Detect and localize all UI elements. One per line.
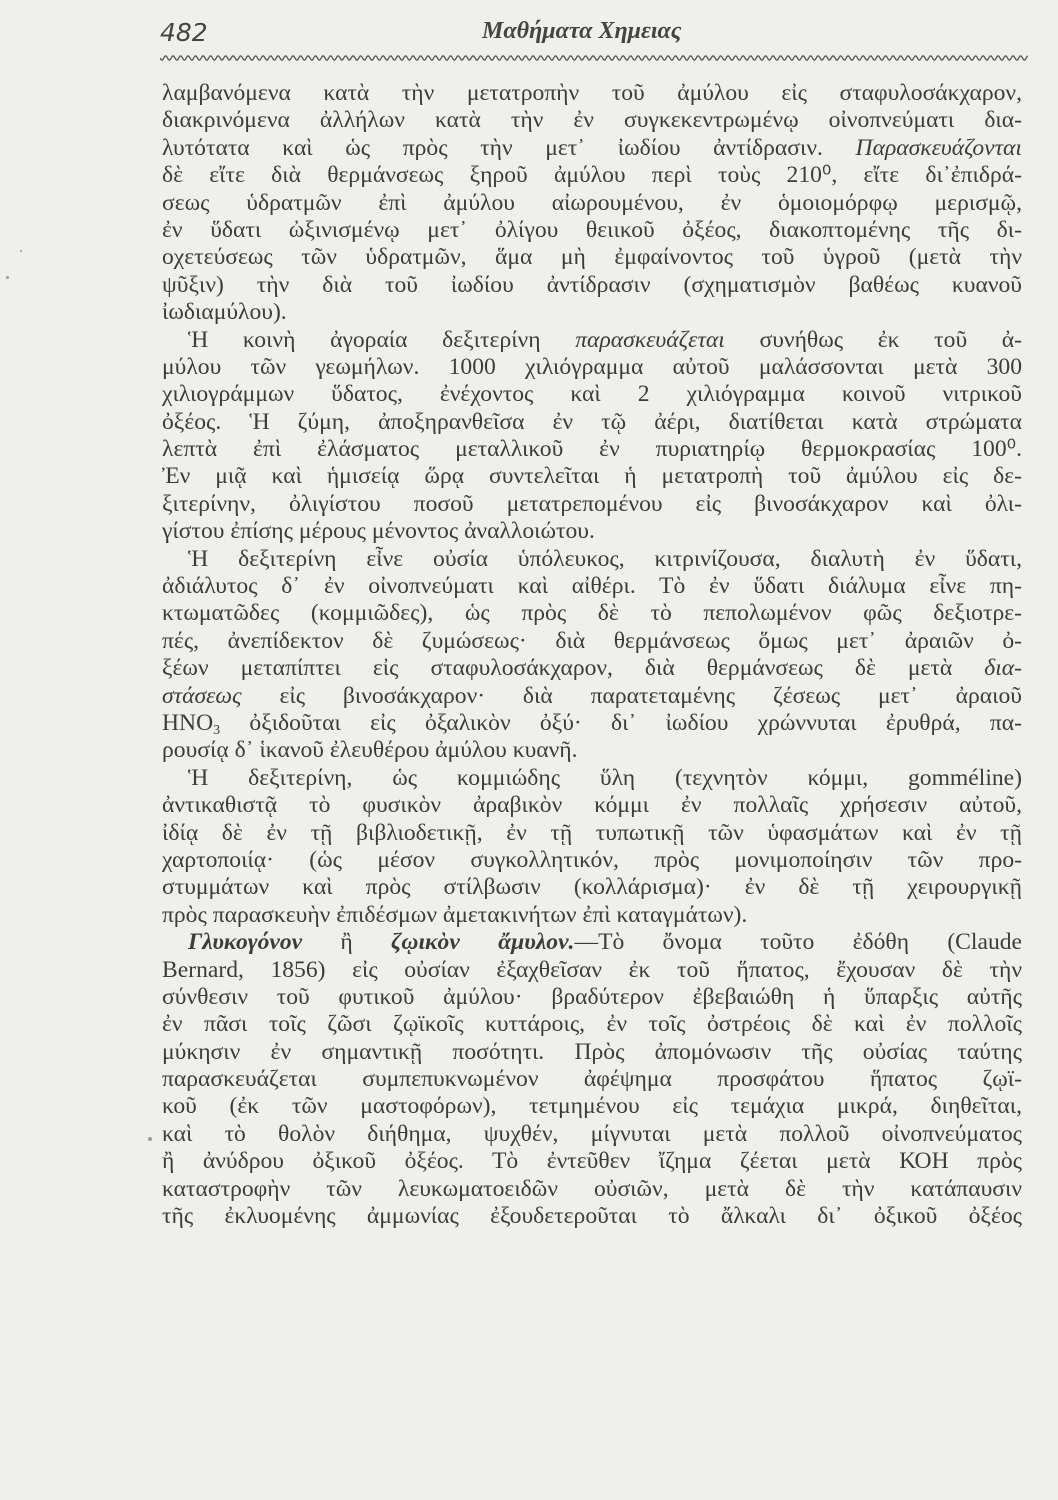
- text-line: ἀδιάλυτος δ᾽ ἐν οἰνοπνεύματι καὶ αἰθέρι. Τὸ ἐν ὕδατι διάλυμα εἶνε πη-: [162, 573, 1022, 600]
- formula-subscript: 3: [213, 722, 221, 738]
- text-line: [162, 135, 1022, 162]
- italic-term: παρασκευάζεται: [575, 326, 725, 353]
- text-run: —Τὸ ὄνομα τοῦτο ἐδόθη (Claude: [574, 929, 1023, 956]
- text-line: ἢ ἀνύδρου ὀξικοῦ ὀξέος. Τὸ ἐντεῦθεν ἴζημα ζέεται μετὰ ΚΟΗ πρὸς: [162, 1148, 1022, 1175]
- formula-text: ΗΝΟ: [162, 709, 214, 736]
- text-line: διακρινόμενα ἀλλήλων κατὰ τὴν ἐν συγκεκεντρωμένῳ οἰνοπνεύματι δια-: [162, 107, 1022, 134]
- text-line: στυμμάτων καὶ πρὸς στίλβωσιν (κολλάρισμα)· ἐν δὲ τῇ χειρουργικῇ: [162, 874, 1022, 901]
- text-line: ἀντικαθιστᾷ τὸ φυσικὸν ἀραβικὸν κόμμι ἐν πολλαῖς χρήσεσιν αὐτοῦ,: [162, 792, 1022, 819]
- page-header: [160, 18, 1028, 50]
- text-line: σύνθεσιν τοῦ φυτικοῦ ἀμύλου· βραδύτερον ἐβεβαιώθη ἡ ὕπαρξις αὐτῆς: [162, 983, 1022, 1010]
- text-line: παρασκευάζεται συμπεπυκνωμένον ἀφέψημα προσφάτου ἥπατος ζῳϊ-: [162, 1066, 1022, 1093]
- text-line: ψῦξιν) τὴν διὰ τοῦ ἰωδίου ἀντίδρασιν (σχηματισμὸν βαθέως κυανοῦ: [162, 271, 1022, 298]
- paper-speck: [6, 276, 9, 279]
- text-line: [162, 710, 1022, 737]
- body-text: [162, 80, 1022, 1230]
- wavy-rule-svg: [160, 52, 1028, 64]
- section-term: ζῳικὸν ἄμυλον.: [391, 929, 575, 956]
- text-line: ἰδίᾳ δὲ ἐν τῇ βιβλιοδετικῇ, ἐν τῇ τυπωτικῇ τῶν ὑφασμάτων καὶ ἐν τῇ: [162, 819, 1022, 846]
- section-term: Γλυκογόνον: [188, 929, 303, 956]
- italic-term: στάσεως: [162, 682, 242, 709]
- text-run: ἢ: [340, 929, 353, 956]
- text-run: συνήθως ἐκ τοῦ ἀ-: [759, 326, 1023, 353]
- text-line: [162, 683, 1022, 710]
- text-line: μύκησιν ἐν σημαντικῇ ποσότητι. Πρὸς ἀπομόνωσιν τῆς οὐσίας ταύτης: [162, 1038, 1022, 1065]
- text-line: χιλιογράμμων ὕδατος, ἐνέχοντος καὶ 2 χιλιόγραμμα κοινοῦ νιτρικοῦ: [162, 381, 1022, 408]
- text-line: γίστου ἐπίσης μέρους μένοντος ἀναλλοιώτου.: [162, 518, 595, 545]
- text-line: πές, ἀνεπίδεκτον δὲ ζυμώσεως· διὰ θερμάνσεως ὅμως μετ᾽ ἀραιῶν ὀ-: [162, 627, 1022, 654]
- text-line: ρουσίᾳ δ᾽ ἱκανοῦ ἐλευθέρου ἀμύλου κυανῆ.: [162, 737, 578, 764]
- italic-term: δια-: [984, 655, 1023, 682]
- chemical-formula: [162, 710, 220, 736]
- text-line: καταστροφὴν τῶν λευκωματοειδῶν οὐσιῶν, μετὰ δὲ τὴν κατάπαυσιν: [162, 1175, 1022, 1202]
- text-run: Ἡ κοινὴ ἀγοραία δεξιτερίνη: [188, 326, 541, 353]
- text-line: [162, 929, 1022, 956]
- header-wavy-rule: [160, 52, 1028, 64]
- paper-speck: [20, 250, 22, 252]
- italic-term: Παρασκευάζονται: [855, 134, 1022, 161]
- page-number: 482: [160, 18, 208, 47]
- text-line: σεως ὑδρατμῶν ἐπὶ ἀμύλου αἰωρουμένου, ἐν ὁμοιομόρφῳ μερισμῷ,: [162, 189, 1022, 216]
- text-line: τῆς ἐκλυομένης ἀμμωνίας ἐξουδετεροῦται τὸ ἄλκαλι δι᾽ ὀξικοῦ ὀξέος: [162, 1203, 1022, 1230]
- text-line: [162, 327, 1022, 354]
- text-run: εἰς βινοσάκχαρον· διὰ παρατεταμένης ζέσεως μετ᾽ ἀραιοῦ: [279, 682, 1022, 709]
- text-line: ἐν ὕδατι ὠξινισμένῳ μετ᾽ ὀλίγου θειικοῦ ὀξέος, διακοπτομένης τῆς δι-: [162, 216, 1022, 243]
- text-line: ὀξέος. Ἡ ζύμη, ἀποξηρανθεῖσα ἐν τῷ ἀέρι, διατίθεται κατὰ στρώματα: [162, 408, 1022, 435]
- text-line: ἐν πᾶσι τοῖς ζῶσι ζῳϊκοῖς κυττάροις, ἐν τοῖς ὀστρέοις δὲ καὶ ἐν πολλοῖς: [162, 1011, 1022, 1038]
- text-run: λυτότατα καὶ ὡς πρὸς τὴν μετ᾽ ἰωδίου ἀντίδρασιν.: [162, 134, 823, 161]
- text-line: ξιτερίνην, ὀλιγίστου ποσοῦ μετατρεπομένου εἰς βινοσάκχαρον καὶ ὀλι-: [162, 490, 1022, 517]
- text-line: κοῦ (ἐκ τῶν μαστοφόρων), τετμημένου εἰς τεμάχια μικρά, διηθεῖται,: [162, 1093, 1022, 1120]
- text-line: κτωματῶδες (κομμιῶδες), ὡς πρὸς δὲ τὸ πεπολωμένον φῶς δεξιοτρε-: [162, 600, 1022, 627]
- text-line: καὶ τὸ θολὸν διήθημα, ψυχθέν, μίγνυται μετὰ πολλοῦ οἰνοπνεύματος: [162, 1120, 1022, 1147]
- text-line: οχετεύσεως τῶν ὑδρατμῶν, ἅμα μὴ ἐμφαίνοντος τοῦ ὑγροῦ (μετὰ τὴν: [162, 244, 1022, 271]
- running-title: Μαθήματα Χημειας: [482, 18, 682, 44]
- text-line: [162, 655, 1022, 682]
- text-line: λεπτὰ ἐπὶ ἐλάσματος μεταλλικοῦ ἐν πυριατηρίῳ θερμοκρασίας 100⁰.: [162, 436, 1022, 463]
- text-line: πρὸς παρασκευὴν ἐπιδέσμων ἀμετακινήτων ἐπὶ καταγμάτων).: [162, 901, 748, 928]
- text-line: Ἡ δεξιτερίνη, ὡς κομμιώδης ὕλη (τεχνητὸν κόμμι, gomméline): [188, 764, 1022, 791]
- text-line: ἰωδιαμύλου).: [162, 299, 287, 326]
- text-line: λαμβανόμενα κατὰ τὴν μετατροπὴν τοῦ ἀμύλου εἰς σταφυλοσάκχαρον,: [162, 80, 1022, 106]
- text-line: μύλου τῶν γεωμήλων. 1000 χιλιόγραμμα αὐτοῦ μαλάσσονται μετὰ 300: [162, 353, 1022, 380]
- text-line: δὲ εἴτε διὰ θερμάνσεως ξηροῦ ἀμύλου περὶ τοὺς 210⁰, εἴτε δι᾽ἐπιδρά-: [162, 162, 1022, 189]
- paper-speck: [148, 1137, 152, 1141]
- text-run: ξέων μεταπίπτει εἰς σταφυλοσάκχαρον, διὰ θερμάνσεως δὲ μετὰ: [162, 655, 953, 682]
- text-line: Ἡ δεξιτερίνη εἶνε οὐσία ὑπόλευκος, κιτρινίζουσα, διαλυτὴ ἐν ὕδατι,: [188, 545, 1022, 572]
- text-run: ὀξιδοῦται εἰς ὀξαλικὸν ὀξύ· δι᾽ ἰωδίου χρώννυται ἐρυθρά, πα-: [249, 709, 1022, 736]
- text-line: Ἐν μιᾷ καὶ ἡμισείᾳ ὥρᾳ συντελεῖται ἡ μετατροπὴ τοῦ ἀμύλου εἰς δε-: [162, 463, 1022, 490]
- text-line: Bernard, 1856) εἰς οὐσίαν ἐξαχθεῖσαν ἐκ τοῦ ἥπατος, ἔχουσαν δὲ τὴν: [162, 956, 1022, 983]
- text-line: χαρτοποιίᾳ· (ὡς μέσον συγκολλητικόν, πρὸς μονιμοποίησιν τῶν προ-: [162, 846, 1022, 873]
